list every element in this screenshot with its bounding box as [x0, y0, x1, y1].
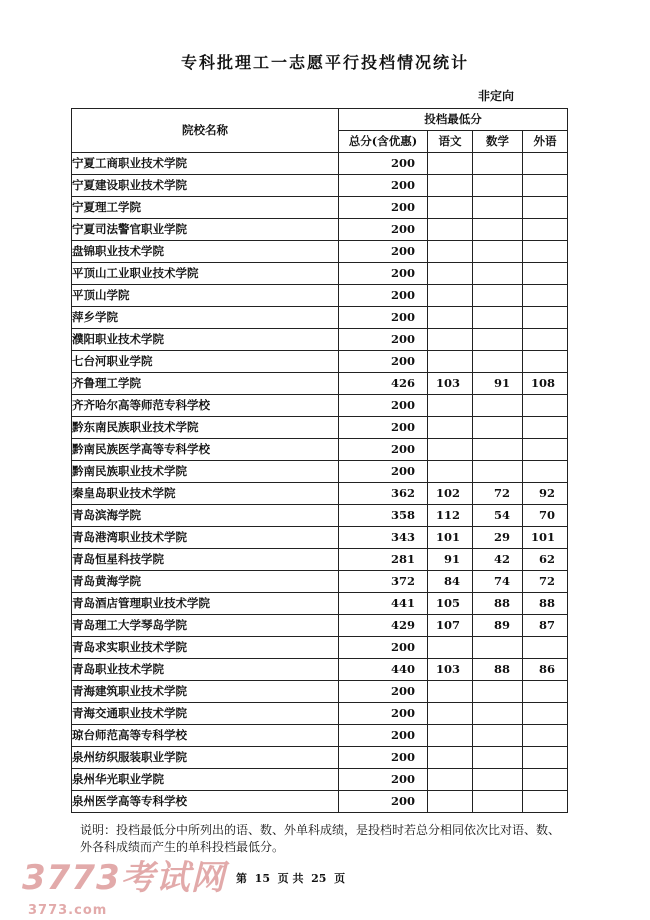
table-row: [72, 527, 568, 549]
chinese-score-cell: [428, 153, 473, 175]
header-total: 总分(含优惠): [339, 131, 428, 153]
chinese-score-cell: 103: [428, 373, 473, 395]
school-cell: 青岛滨海学院: [72, 505, 339, 527]
school-cell: 泉州纺织服装职业学院: [72, 747, 339, 769]
total-score-cell: 440: [339, 659, 428, 681]
chinese-score-cell: 112: [428, 505, 473, 527]
total-score-cell: 200: [339, 395, 428, 417]
school-cell: 青岛职业技术学院: [72, 659, 339, 681]
chinese-score-cell: [428, 241, 473, 263]
foreign-score-cell: [523, 769, 568, 791]
math-score-cell: [473, 197, 523, 219]
math-score-cell: [473, 791, 523, 813]
school-cell: 青岛理工大学琴岛学院: [72, 615, 339, 637]
page-title: 专科批理工一志愿平行投档情况统计: [180, 53, 469, 72]
table-row: [72, 439, 568, 461]
table-body: [72, 153, 568, 813]
chinese-score-cell: [428, 791, 473, 813]
math-score-cell: [473, 263, 523, 285]
foreign-score-cell: 88: [523, 593, 568, 615]
school-cell: 齐鲁理工学院: [72, 373, 339, 395]
foreign-score-cell: [523, 153, 568, 175]
score-table: [71, 108, 568, 813]
school-cell: 青岛港湾职业技术学院: [72, 527, 339, 549]
total-score-cell: 200: [339, 703, 428, 725]
math-score-cell: [473, 417, 523, 439]
table-row: [72, 725, 568, 747]
table-row: [72, 219, 568, 241]
total-score-cell: 200: [339, 197, 428, 219]
math-score-cell: [473, 241, 523, 263]
school-cell: 宁夏建设职业技术学院: [72, 175, 339, 197]
chinese-score-cell: [428, 285, 473, 307]
chinese-score-cell: [428, 307, 473, 329]
school-cell: 黔南民族职业技术学院: [72, 461, 339, 483]
math-score-cell: [473, 351, 523, 373]
school-cell: 平顶山学院: [72, 285, 339, 307]
total-score-cell: 200: [339, 681, 428, 703]
math-score-cell: [473, 637, 523, 659]
chinese-score-cell: [428, 395, 473, 417]
total-score-cell: 429: [339, 615, 428, 637]
table-row: [72, 571, 568, 593]
table-row: [72, 681, 568, 703]
total-score-cell: 200: [339, 439, 428, 461]
foreign-score-cell: 62: [523, 549, 568, 571]
total-score-cell: 200: [339, 175, 428, 197]
math-score-cell: [473, 461, 523, 483]
table-row: [72, 285, 568, 307]
foreign-score-cell: [523, 725, 568, 747]
chinese-score-cell: [428, 263, 473, 285]
table-row: [72, 769, 568, 791]
school-cell: 萍乡学院: [72, 307, 339, 329]
foreign-score-cell: [523, 791, 568, 813]
math-score-cell: 72: [473, 483, 523, 505]
total-score-cell: 281: [339, 549, 428, 571]
math-score-cell: [473, 175, 523, 197]
math-score-cell: [473, 153, 523, 175]
math-score-cell: 42: [473, 549, 523, 571]
chinese-score-cell: 103: [428, 659, 473, 681]
foreign-score-cell: 108: [523, 373, 568, 395]
math-score-cell: [473, 681, 523, 703]
school-cell: 青岛黄海学院: [72, 571, 339, 593]
math-score-cell: 54: [473, 505, 523, 527]
chinese-score-cell: [428, 461, 473, 483]
header-foreign: 外语: [523, 131, 568, 153]
math-score-cell: 88: [473, 659, 523, 681]
school-cell: 七台河职业学院: [72, 351, 339, 373]
chinese-score-cell: [428, 329, 473, 351]
total-score-cell: 200: [339, 417, 428, 439]
foreign-score-cell: [523, 351, 568, 373]
school-cell: 青岛酒店管理职业技术学院: [72, 593, 339, 615]
table-row: [72, 549, 568, 571]
foreign-score-cell: [523, 307, 568, 329]
math-score-cell: 74: [473, 571, 523, 593]
table-row: [72, 351, 568, 373]
footnote: 说明：投档最低分中所列出的语、数、外单科成绩，是投档时若总分相同依次比对语、数、外各科成绩而产生的单科投档最低分。: [80, 823, 561, 854]
foreign-score-cell: [523, 197, 568, 219]
chinese-score-cell: [428, 725, 473, 747]
table-row: [72, 461, 568, 483]
foreign-score-cell: [523, 703, 568, 725]
total-score-cell: 200: [339, 351, 428, 373]
foreign-score-cell: 87: [523, 615, 568, 637]
total-score-cell: 200: [339, 263, 428, 285]
header-min-score: 投档最低分: [339, 109, 568, 131]
school-cell: 濮阳职业技术学院: [72, 329, 339, 351]
school-cell: 青岛求实职业技术学院: [72, 637, 339, 659]
school-cell: 泉州医学高等专科学校: [72, 791, 339, 813]
table-row: [72, 307, 568, 329]
school-cell: 宁夏工商职业技术学院: [72, 153, 339, 175]
foreign-score-cell: [523, 219, 568, 241]
school-cell: 青海建筑职业技术学院: [72, 681, 339, 703]
total-score-cell: 362: [339, 483, 428, 505]
school-cell: 盘锦职业技术学院: [72, 241, 339, 263]
table-row: [72, 703, 568, 725]
total-score-cell: 200: [339, 747, 428, 769]
foreign-score-cell: 72: [523, 571, 568, 593]
table-row: [72, 153, 568, 175]
table-row: [72, 615, 568, 637]
foreign-score-cell: [523, 637, 568, 659]
chinese-score-cell: 91: [428, 549, 473, 571]
header-school: 院校名称: [72, 109, 339, 153]
chinese-score-cell: [428, 219, 473, 241]
table-row: [72, 593, 568, 615]
foreign-score-cell: 70: [523, 505, 568, 527]
page-number: 第 15 页 共 25 页: [236, 872, 346, 885]
chinese-score-cell: 105: [428, 593, 473, 615]
table-row: [72, 483, 568, 505]
chinese-score-cell: 101: [428, 527, 473, 549]
chinese-score-cell: [428, 175, 473, 197]
foreign-score-cell: [523, 241, 568, 263]
school-cell: 黔东南民族职业技术学院: [72, 417, 339, 439]
total-score-cell: 200: [339, 637, 428, 659]
chinese-score-cell: [428, 769, 473, 791]
table-row: [72, 263, 568, 285]
watermark-logo: [22, 850, 226, 918]
foreign-score-cell: [523, 395, 568, 417]
foreign-score-cell: [523, 439, 568, 461]
foreign-score-cell: [523, 747, 568, 769]
table-row: [72, 373, 568, 395]
foreign-score-cell: [523, 681, 568, 703]
math-score-cell: [473, 395, 523, 417]
math-score-cell: [473, 747, 523, 769]
total-score-cell: 200: [339, 285, 428, 307]
math-score-cell: [473, 703, 523, 725]
total-score-cell: 426: [339, 373, 428, 395]
table-row: [72, 241, 568, 263]
total-score-cell: 200: [339, 461, 428, 483]
chinese-score-cell: [428, 351, 473, 373]
header-math: 数学: [473, 131, 523, 153]
school-cell: 琼台师范高等专科学校: [72, 725, 339, 747]
table-row: [72, 395, 568, 417]
table-row: [72, 791, 568, 813]
math-score-cell: 89: [473, 615, 523, 637]
table-row: [72, 505, 568, 527]
chinese-score-cell: [428, 681, 473, 703]
chinese-score-cell: 102: [428, 483, 473, 505]
school-cell: 齐齐哈尔高等师范专科学校: [72, 395, 339, 417]
math-score-cell: 88: [473, 593, 523, 615]
chinese-score-cell: [428, 703, 473, 725]
total-score-cell: 200: [339, 219, 428, 241]
chinese-score-cell: [428, 747, 473, 769]
chinese-score-cell: 84: [428, 571, 473, 593]
math-score-cell: [473, 285, 523, 307]
math-score-cell: 29: [473, 527, 523, 549]
math-score-cell: [473, 307, 523, 329]
school-cell: 宁夏理工学院: [72, 197, 339, 219]
math-score-cell: [473, 329, 523, 351]
total-score-cell: 200: [339, 769, 428, 791]
total-score-cell: 200: [339, 307, 428, 329]
total-score-cell: 200: [339, 153, 428, 175]
chinese-score-cell: 107: [428, 615, 473, 637]
total-score-cell: 200: [339, 241, 428, 263]
chinese-score-cell: [428, 439, 473, 461]
school-cell: 青岛恒星科技学院: [72, 549, 339, 571]
foreign-score-cell: 92: [523, 483, 568, 505]
table-row: [72, 175, 568, 197]
total-score-cell: 200: [339, 725, 428, 747]
math-score-cell: [473, 725, 523, 747]
chinese-score-cell: [428, 417, 473, 439]
table-row: [72, 329, 568, 351]
chinese-score-cell: [428, 197, 473, 219]
math-score-cell: 91: [473, 373, 523, 395]
math-score-cell: [473, 769, 523, 791]
table-row: [72, 637, 568, 659]
header-chinese: 语文: [428, 131, 473, 153]
school-cell: 宁夏司法警官职业学院: [72, 219, 339, 241]
school-cell: 泉州华光职业学院: [72, 769, 339, 791]
watermark-url: 3773.com: [28, 903, 108, 918]
total-score-cell: 343: [339, 527, 428, 549]
school-cell: 黔南民族医学高等专科学校: [72, 439, 339, 461]
table-row: [72, 197, 568, 219]
table-row: [72, 659, 568, 681]
foreign-score-cell: [523, 417, 568, 439]
total-score-cell: 200: [339, 329, 428, 351]
foreign-score-cell: 86: [523, 659, 568, 681]
foreign-score-cell: [523, 263, 568, 285]
foreign-score-cell: [523, 329, 568, 351]
chinese-score-cell: [428, 637, 473, 659]
table-row: [72, 747, 568, 769]
watermark-main: 3773考试网: [22, 858, 226, 898]
total-score-cell: 200: [339, 791, 428, 813]
total-score-cell: 372: [339, 571, 428, 593]
school-cell: 青海交通职业技术学院: [72, 703, 339, 725]
foreign-score-cell: [523, 175, 568, 197]
foreign-score-cell: [523, 285, 568, 307]
total-score-cell: 358: [339, 505, 428, 527]
page-subtitle: 非定向: [478, 89, 515, 103]
school-cell: 平顶山工业职业技术学院: [72, 263, 339, 285]
table-row: [72, 417, 568, 439]
total-score-cell: 441: [339, 593, 428, 615]
math-score-cell: [473, 219, 523, 241]
foreign-score-cell: 101: [523, 527, 568, 549]
school-cell: 秦皇岛职业技术学院: [72, 483, 339, 505]
math-score-cell: [473, 439, 523, 461]
foreign-score-cell: [523, 461, 568, 483]
